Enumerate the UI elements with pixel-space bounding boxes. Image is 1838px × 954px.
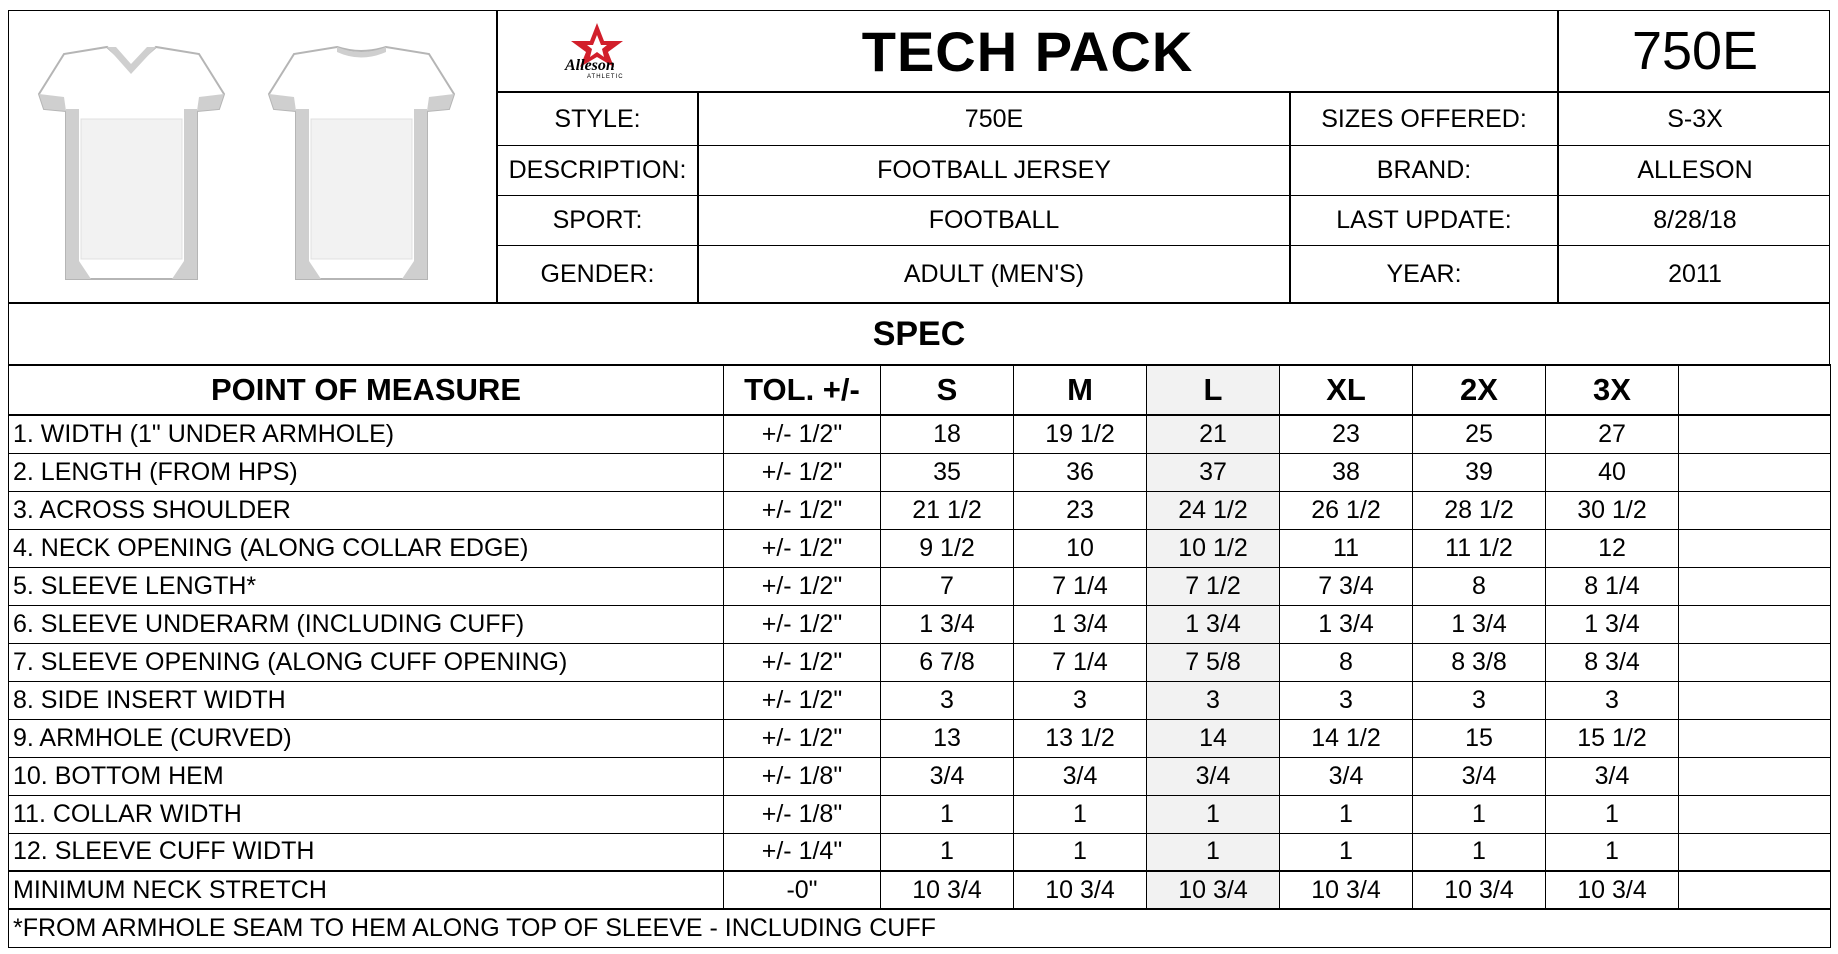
size-xl-cell: 1 [1280,795,1413,833]
spec-row [9,529,1831,567]
size-3x-cell: 15 1/2 [1546,719,1679,757]
point-of-measure-cell: 2. LENGTH (FROM HPS) [9,453,724,491]
sport-value: FOOTBALL [928,206,1060,234]
header-block [8,10,1830,302]
column-header [1679,365,1831,415]
tolerance-cell: -0" [724,871,881,909]
size-m-cell: 36 [1014,453,1147,491]
footnote: *FROM ARMHOLE SEAM TO HEM ALONG TOP OF SLEEVE - INCLUDING CUFF [9,909,1831,947]
sport-label: SPORT: [552,206,643,234]
size-l-cell: 37 [1147,453,1280,491]
size-xl-cell: 8 [1280,643,1413,681]
style-label: STYLE: [554,104,641,133]
brand-value: ALLESON [1637,156,1753,184]
size-l-cell: 7 1/2 [1147,567,1280,605]
spare-column-cell [1679,681,1831,719]
page-title: TECH PACK [861,19,1194,83]
tolerance-cell: +/- 1/2" [724,529,881,567]
size-3x-cell: 1 [1546,833,1679,871]
size-m-cell: 7 1/4 [1014,567,1147,605]
point-of-measure-cell: 7. SLEEVE OPENING (ALONG CUFF OPENING) [9,643,724,681]
column-header: 3X [1546,365,1679,415]
point-of-measure-cell: 12. SLEEVE CUFF WIDTH [9,833,724,871]
size-xl-cell: 10 3/4 [1280,871,1413,909]
size-s-cell: 3 [881,681,1014,719]
spare-column-cell [1679,415,1831,453]
size-3x-cell: 8 3/4 [1546,643,1679,681]
size-l-cell: 7 5/8 [1147,643,1280,681]
jersey-illustrations [9,11,496,303]
size-m-cell: 13 1/2 [1014,719,1147,757]
spec-row [9,681,1831,719]
size-l-cell: 10 1/2 [1147,529,1280,567]
size-l-cell: 14 [1147,719,1280,757]
spec-row [9,871,1831,909]
column-header: L [1147,365,1280,415]
jersey-back-illustration [249,39,474,289]
size-2x-cell: 8 3/8 [1413,643,1546,681]
point-of-measure-cell: 1. WIDTH (1" UNDER ARMHOLE) [9,415,724,453]
size-s-cell: 7 [881,567,1014,605]
tech-pack-sheet [8,10,1830,954]
size-3x-cell: 3 [1546,681,1679,719]
size-xl-cell: 3/4 [1280,757,1413,795]
size-s-cell: 1 3/4 [881,605,1014,643]
spare-column-cell [1679,529,1831,567]
size-s-cell: 3/4 [881,757,1014,795]
spec-row [9,643,1831,681]
point-of-measure-cell: 11. COLLAR WIDTH [9,795,724,833]
spare-column-cell [1679,719,1831,757]
spare-column-cell [1679,453,1831,491]
point-of-measure-cell: 10. BOTTOM HEM [9,757,724,795]
size-2x-cell: 8 [1413,567,1546,605]
point-of-measure-cell: MINIMUM NECK STRETCH [9,871,724,909]
size-3x-cell: 1 [1546,795,1679,833]
size-2x-cell: 1 [1413,833,1546,871]
size-xl-cell: 38 [1280,453,1413,491]
size-3x-cell: 40 [1546,453,1679,491]
tolerance-cell: +/- 1/8" [724,757,881,795]
style-number-heading: 750E [1631,21,1759,81]
size-3x-cell: 30 1/2 [1546,491,1679,529]
size-m-cell: 23 [1014,491,1147,529]
gender-value: ADULT (MEN'S) [903,260,1085,288]
spec-row [9,757,1831,795]
point-of-measure-cell: 5. SLEEVE LENGTH* [9,567,724,605]
size-xl-cell: 3 [1280,681,1413,719]
spare-column-cell [1679,833,1831,871]
column-header: 2X [1413,365,1546,415]
size-3x-cell: 10 3/4 [1546,871,1679,909]
spec-row [9,719,1831,757]
tolerance-cell: +/- 1/2" [724,491,881,529]
size-xl-cell: 11 [1280,529,1413,567]
spec-title: SPEC [8,302,1830,364]
size-s-cell: 18 [881,415,1014,453]
size-s-cell: 21 1/2 [881,491,1014,529]
size-l-cell: 1 3/4 [1147,605,1280,643]
size-3x-cell: 1 3/4 [1546,605,1679,643]
column-header: TOL. +/- [724,365,881,415]
size-m-cell: 3 [1014,681,1147,719]
tolerance-cell: +/- 1/2" [724,719,881,757]
jersey-front-illustration [19,39,244,289]
size-m-cell: 1 [1014,833,1147,871]
spare-column-cell [1679,795,1831,833]
last-update-label: LAST UPDATE: [1336,206,1512,234]
tolerance-cell: +/- 1/8" [724,795,881,833]
spare-column-cell [1679,567,1831,605]
column-header: XL [1280,365,1413,415]
tolerance-cell: +/- 1/2" [724,567,881,605]
description-label: DESCRIPTION: [508,156,687,184]
size-m-cell: 10 [1014,529,1147,567]
size-s-cell: 35 [881,453,1014,491]
spare-column-cell [1679,871,1831,909]
size-m-cell: 19 1/2 [1014,415,1147,453]
point-of-measure-cell: 8. SIDE INSERT WIDTH [9,681,724,719]
size-s-cell: 1 [881,795,1014,833]
sizes-value: S-3X [1667,104,1723,133]
size-2x-cell: 1 3/4 [1413,605,1546,643]
size-3x-cell: 3/4 [1546,757,1679,795]
size-2x-cell: 11 1/2 [1413,529,1546,567]
size-s-cell: 1 [881,833,1014,871]
size-2x-cell: 15 [1413,719,1546,757]
spec-row [9,491,1831,529]
spec-row [9,453,1831,491]
year-label: YEAR: [1386,260,1462,288]
size-xl-cell: 7 3/4 [1280,567,1413,605]
point-of-measure-cell: 6. SLEEVE UNDERARM (INCLUDING CUFF) [9,605,724,643]
brand-label: BRAND: [1376,156,1472,184]
tolerance-cell: +/- 1/4" [724,833,881,871]
logo-subtext: ATHLETIC [587,74,624,80]
size-s-cell: 10 3/4 [881,871,1014,909]
point-of-measure-cell: 9. ARMHOLE (CURVED) [9,719,724,757]
size-xl-cell: 1 3/4 [1280,605,1413,643]
gender-label: GENDER: [540,260,655,288]
spec-row [9,415,1831,453]
size-2x-cell: 28 1/2 [1413,491,1546,529]
spare-column-cell [1679,491,1831,529]
tolerance-cell: +/- 1/2" [724,605,881,643]
spec-table [8,364,1831,948]
size-xl-cell: 26 1/2 [1280,491,1413,529]
size-s-cell: 9 1/2 [881,529,1014,567]
column-header: S [881,365,1014,415]
size-l-cell: 1 [1147,833,1280,871]
size-2x-cell: 39 [1413,453,1546,491]
size-m-cell: 7 1/4 [1014,643,1147,681]
size-3x-cell: 8 1/4 [1546,567,1679,605]
spec-header-row [9,365,1831,415]
column-header: POINT OF MEASURE [9,365,724,415]
size-3x-cell: 12 [1546,529,1679,567]
spare-column-cell [1679,643,1831,681]
spec-row [9,833,1831,871]
spare-column-cell [1679,605,1831,643]
size-l-cell: 1 [1147,795,1280,833]
point-of-measure-cell: 4. NECK OPENING (ALONG COLLAR EDGE) [9,529,724,567]
tolerance-cell: +/- 1/2" [724,643,881,681]
description-value: FOOTBALL JERSEY [877,156,1111,184]
last-update-value: 8/28/18 [1653,206,1737,234]
year-value: 2011 [1668,260,1722,288]
style-value: 750E [964,104,1024,133]
size-m-cell: 3/4 [1014,757,1147,795]
size-2x-cell: 3/4 [1413,757,1546,795]
size-2x-cell: 1 [1413,795,1546,833]
size-l-cell: 10 3/4 [1147,871,1280,909]
tolerance-cell: +/- 1/2" [724,453,881,491]
spare-column-cell [1679,757,1831,795]
size-s-cell: 13 [881,719,1014,757]
sizes-label: SIZES OFFERED: [1321,104,1527,133]
size-xl-cell: 1 [1280,833,1413,871]
size-l-cell: 3/4 [1147,757,1280,795]
size-l-cell: 3 [1147,681,1280,719]
size-2x-cell: 3 [1413,681,1546,719]
column-header: M [1014,365,1147,415]
size-m-cell: 1 [1014,795,1147,833]
size-xl-cell: 14 1/2 [1280,719,1413,757]
tolerance-cell: +/- 1/2" [724,415,881,453]
size-2x-cell: 25 [1413,415,1546,453]
spec-row [9,795,1831,833]
size-s-cell: 6 7/8 [881,643,1014,681]
size-3x-cell: 27 [1546,415,1679,453]
logo-wordmark: Alleson [565,57,615,74]
spec-row [9,605,1831,643]
size-l-cell: 21 [1147,415,1280,453]
size-m-cell: 1 3/4 [1014,605,1147,643]
size-l-cell: 24 1/2 [1147,491,1280,529]
point-of-measure-cell: 3. ACROSS SHOULDER [9,491,724,529]
tolerance-cell: +/- 1/2" [724,681,881,719]
size-xl-cell: 23 [1280,415,1413,453]
size-m-cell: 10 3/4 [1014,871,1147,909]
footnote-row [9,909,1831,947]
size-2x-cell: 10 3/4 [1413,871,1546,909]
spec-row [9,567,1831,605]
